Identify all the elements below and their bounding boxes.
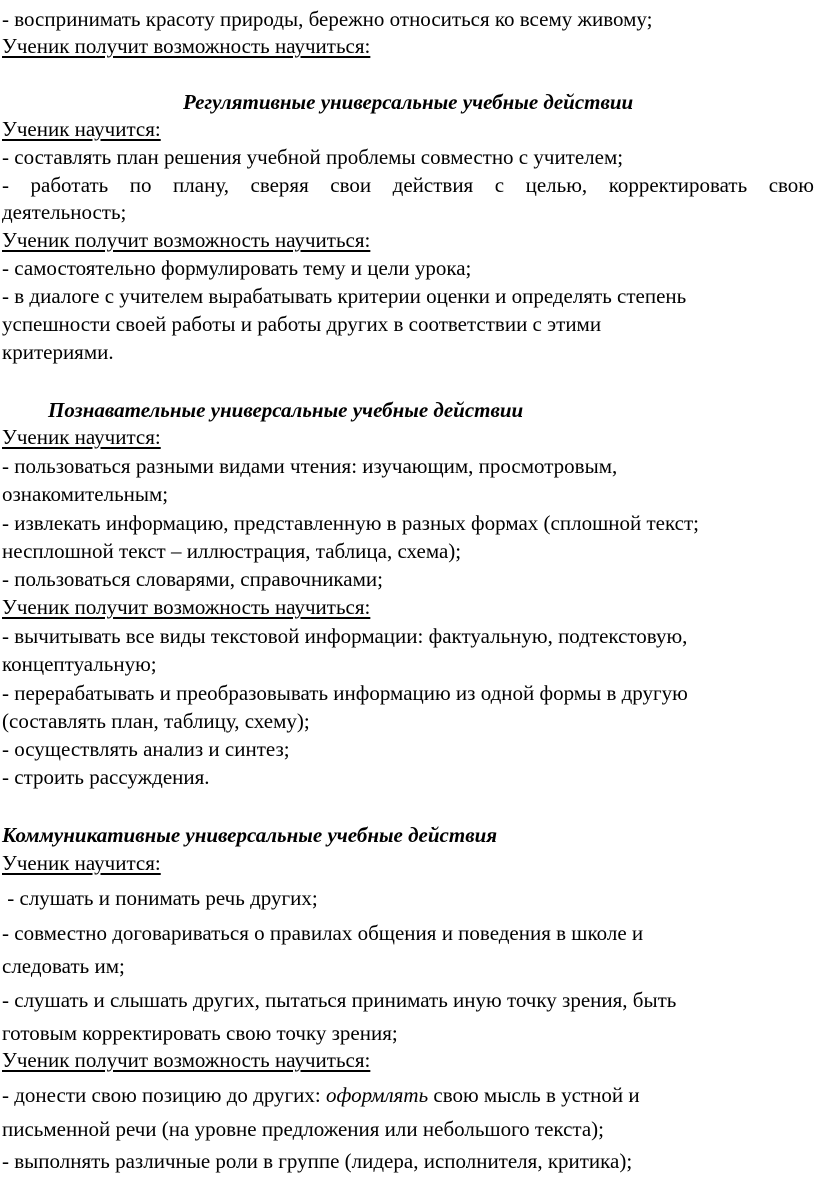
communicative-extra-item: письменной речи (на уровне предложения или небольшого текста); [2,1117,605,1141]
cognitive-can-learn: Ученик получит возможность научиться: [2,595,371,619]
communicative-extra-post: свою мысль в устной и [428,1083,640,1107]
communicative-item: - слушать и слышать других, пытаться принимать иную точку зрения, быть [2,988,677,1012]
regulative-extra-item: успешности своей работы и работы других в соответствии с этими [2,312,602,336]
regulative-extra-item: критериями. [2,340,114,364]
cognitive-extra-item: - перерабатывать и преобразовывать информацию из одной формы в другую [2,681,688,705]
regulative-item: - составлять план решения учебной проблемы совместно с учителем; [2,145,624,169]
cognitive-extra-item: - строить рассуждения. [2,765,210,789]
communicative-item: готовым корректировать свою точку зрения; [2,1021,398,1045]
regulative-title: Регулятивные универсальные учебные действии [183,90,634,114]
cognitive-title: Познавательные универсальные учебные действии [48,398,524,422]
communicative-extra-item: - выполнять различные роли в группе (лидера, исполнителя, критика); [2,1149,633,1173]
communicative-will-learn: Ученик научится: [2,851,161,875]
communicative-item: следовать им; [2,954,125,978]
cognitive-item: ознакомительным; [2,482,169,506]
intro-can-learn: Ученик получит возможность научиться: [2,34,371,58]
regulative-will-learn: Ученик научится: [2,117,161,141]
regulative-extra-item: - самостоятельно формулировать тему и цели урока; [2,256,472,280]
cognitive-extra-item: - осуществлять анализ и синтез; [2,737,290,761]
cognitive-item: несплошной текст – иллюстрация, таблица, схема); [2,539,462,563]
intro-line: - воспринимать красоту природы, бережно относиться ко всему живому; [2,7,653,31]
regulative-can-learn: Ученик получит возможность научиться: [2,228,371,252]
cognitive-will-learn: Ученик научится: [2,425,161,449]
cognitive-extra-item: - вычитывать все виды текстовой информации: фактуальную, подтекстовую, [2,624,688,648]
regulative-item: деятельность; [2,200,127,224]
cognitive-extra-item: концептуальную; [2,652,157,676]
cognitive-item: - пользоваться словарями, справочниками; [2,567,383,591]
cognitive-extra-item: (составлять план, таблицу, схему); [2,709,310,733]
cognitive-item: - извлекать информацию, представленную в разных формах (сплошной текст; [2,511,699,535]
regulative-extra-item: - в диалоге с учителем вырабатывать критерии оценки и определять степень [2,284,687,308]
communicative-extra-em: оформлять [326,1083,429,1107]
communicative-item: - слушать и понимать речь других; [2,886,318,910]
regulative-item: - работать по плану, сверяя свои действия с целью, корректировать свою [2,173,814,197]
communicative-extra-pre: - донести свою позицию до других: [2,1083,326,1107]
communicative-extra-item [2,1082,814,1108]
communicative-title: Коммуникативные универсальные учебные действия [2,823,498,847]
communicative-can-learn: Ученик получит возможность научиться: [2,1048,371,1072]
cognitive-item: - пользоваться разными видами чтения: изучающим, просмотровым, [2,454,618,478]
communicative-item: - совместно договариваться о правилах общения и поведения в школе и [2,921,644,945]
